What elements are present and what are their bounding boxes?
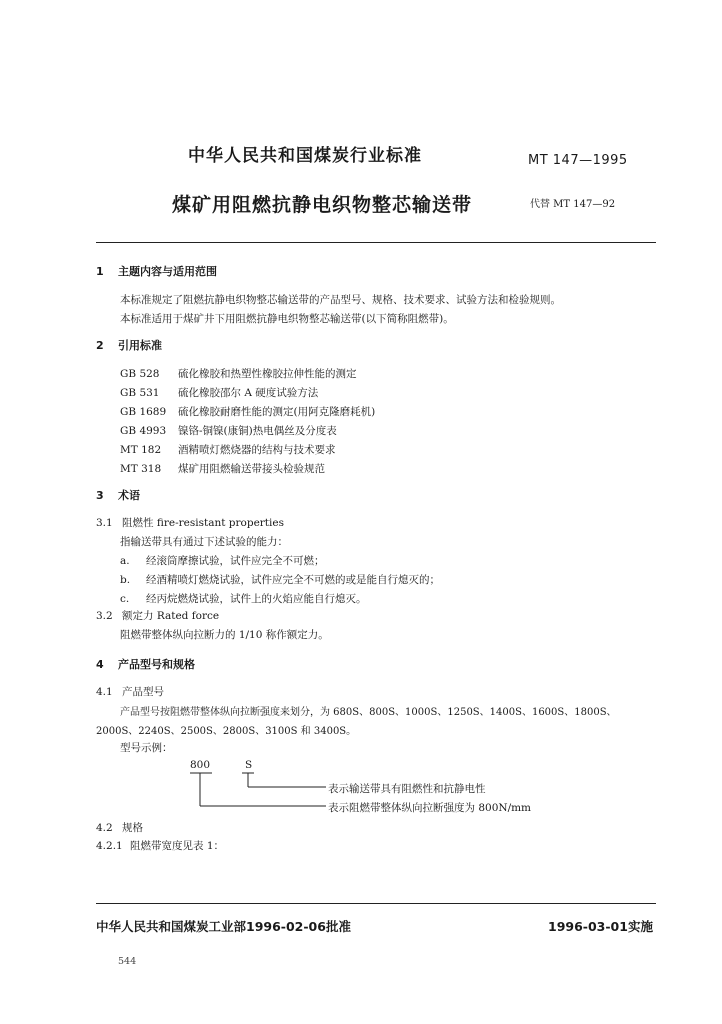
section-title: 产品型号和规格 bbox=[118, 658, 195, 671]
page-number: 544 bbox=[118, 956, 137, 967]
subsection-title: 阻燃性 fire-resistant properties bbox=[122, 517, 284, 529]
standard-code: MT 147—1995 bbox=[528, 153, 628, 168]
reference-code: MT 182 bbox=[120, 444, 162, 456]
section-title: 引用标准 bbox=[118, 339, 162, 352]
replaces-note: 代替 MT 147—92 bbox=[530, 199, 616, 210]
subsection-number: 3.2 bbox=[96, 610, 113, 622]
document-title: 煤矿用阻燃抗静电织物整芯输送带 bbox=[172, 194, 473, 216]
section-number: 4 bbox=[96, 658, 104, 671]
reference-code: GB 531 bbox=[120, 387, 160, 399]
reference-name: 酒精喷灯燃烧器的结构与技术要求 bbox=[178, 444, 336, 456]
list-letter: a. bbox=[120, 555, 130, 567]
subsection-title: 额定力 Rated force bbox=[122, 610, 220, 622]
footer-rule bbox=[96, 903, 656, 904]
section-4-1-paragraph-line-2: 2000S、2240S、2500S、2800S、3100S 和 3400S。 bbox=[96, 726, 357, 737]
list-text: 经酒精喷灯燃烧试验，试件应完全不可燃的或是能自行熄灭的； bbox=[146, 574, 440, 586]
subsection-4-2-1 bbox=[96, 838, 224, 853]
subsection-number: 3.1 bbox=[96, 517, 113, 529]
section-number: 2 bbox=[96, 339, 104, 352]
subsection-number: 4.2.1 bbox=[96, 840, 123, 852]
reference-name: 硫化橡胶和热塑性橡胶拉伸性能的测定 bbox=[178, 368, 357, 380]
example-label: 型号示例： bbox=[120, 742, 173, 754]
reference-code: MT 318 bbox=[120, 463, 162, 475]
diagram-strength-value: 800 bbox=[190, 759, 211, 771]
reference-name: 硫化橡胶邵尔 A 硬度试验方法 bbox=[178, 387, 319, 399]
diagram-label-suffix: 表示输送带具有阻燃性和抗静电性 bbox=[328, 783, 486, 795]
list-letter: b. bbox=[120, 574, 131, 586]
effective-date: 1996-03-01实施 bbox=[548, 919, 653, 934]
section-title: 术语 bbox=[118, 489, 140, 502]
reference-name: 煤矿用阻燃输送带接头检验规范 bbox=[178, 463, 325, 475]
section-title: 主题内容与适用范围 bbox=[118, 265, 217, 278]
list-text: 经滚筒摩擦试验，试件应完全不可燃； bbox=[146, 555, 325, 567]
reference-code: GB 528 bbox=[120, 368, 160, 380]
subsection-title: 规格 bbox=[122, 822, 143, 834]
list-letter: c. bbox=[120, 593, 130, 605]
subsection-number: 4.1 bbox=[96, 686, 113, 698]
diagram-suffix: S bbox=[245, 759, 253, 771]
reference-code: GB 4993 bbox=[120, 425, 167, 437]
definition-text: 阻燃带整体纵向拉断力的 1/10 称作额定力。 bbox=[120, 629, 329, 641]
reference-name: 镍铬-铜镍(康铜)热电偶丝及分度表 bbox=[178, 425, 337, 437]
subsection-text: 阻燃带宽度见表 1： bbox=[130, 840, 225, 852]
section-1-paragraph-2: 本标准适用于煤矿井下用阻燃抗静电织物整芯输送带(以下简称阻燃带)。 bbox=[120, 313, 454, 325]
section-number: 1 bbox=[96, 265, 104, 278]
org-title: 中华人民共和国煤炭行业标准 bbox=[188, 146, 422, 166]
reference-code: GB 1689 bbox=[120, 406, 167, 418]
reference-name: 硫化橡胶耐磨性能的测定(用阿克隆磨耗机) bbox=[178, 406, 376, 418]
subsection-number: 4.2 bbox=[96, 822, 113, 834]
section-4-1-paragraph-line-1: 产品型号按阻燃带整体纵向拉断强度来划分，为 680S、800S、1000S、1250S、1400S、1600S、1800S、 bbox=[120, 707, 617, 718]
subsection-4-2 bbox=[96, 820, 143, 835]
section-number: 3 bbox=[96, 489, 104, 502]
diagram-label-strength: 表示阻燃带整体纵向拉断强度为 800N/mm bbox=[328, 802, 532, 814]
subsection-title: 产品型号 bbox=[122, 686, 164, 698]
approval-line: 中华人民共和国煤炭工业部1996-02-06批准 bbox=[96, 919, 351, 934]
section-1-paragraph-1: 本标准规定了阻燃抗静电织物整芯输送带的产品型号、规格、技术要求、试验方法和检验规则。 bbox=[120, 294, 561, 306]
definition-text: 指输送带具有通过下述试验的能力： bbox=[120, 536, 288, 548]
list-text: 经丙烷燃烧试验，试件上的火焰应能自行熄灭。 bbox=[146, 593, 367, 605]
